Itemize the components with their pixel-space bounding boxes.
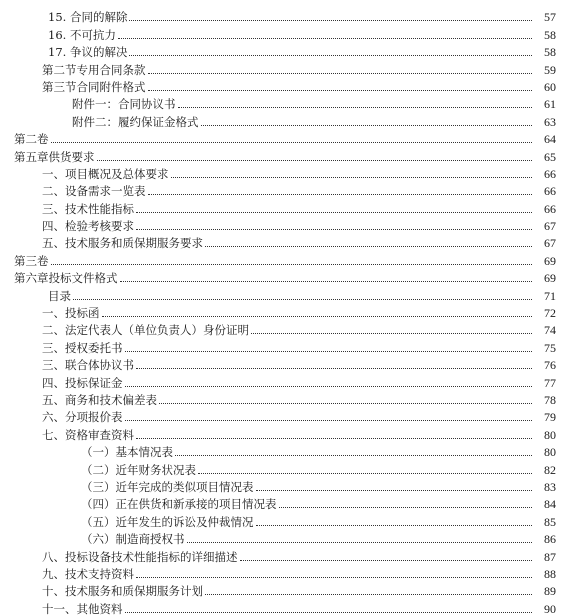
toc-entry[interactable]	[0, 598, 572, 615]
toc-entry[interactable]	[0, 129, 572, 146]
toc-entry[interactable]	[0, 7, 572, 24]
dot-leader	[129, 55, 532, 56]
toc-page-number: 66	[544, 201, 556, 216]
toc-entry[interactable]	[0, 216, 572, 233]
dot-leader	[240, 560, 533, 561]
toc-page-number: 71	[544, 288, 556, 303]
toc-entry[interactable]	[0, 111, 572, 128]
table-of-contents	[0, 7, 572, 616]
toc-entry-title: 17. 争议的解决	[48, 45, 128, 60]
dot-leader	[187, 542, 533, 543]
toc-page-number: 80	[544, 445, 556, 460]
dot-leader	[125, 351, 533, 352]
toc-entry-title: 十、技术服务和质保期服务计划	[42, 584, 203, 599]
toc-page-number: 58	[544, 27, 556, 42]
dot-leader	[136, 229, 532, 230]
toc-page-number: 77	[544, 375, 556, 390]
toc-entry[interactable]	[0, 494, 572, 511]
dot-leader	[102, 316, 533, 317]
toc-entry-title: 八、投标设备技术性能指标的详细描述	[42, 549, 238, 564]
toc-entry[interactable]	[0, 320, 572, 337]
dot-leader	[279, 507, 533, 508]
dot-leader	[201, 125, 533, 126]
toc-page-number: 66	[544, 166, 556, 181]
toc-entry-title: 第二节专用合同条款	[42, 62, 146, 77]
toc-entry[interactable]	[0, 285, 572, 302]
toc-entry[interactable]	[0, 77, 572, 94]
dot-leader	[136, 577, 532, 578]
toc-page-number: 64	[544, 132, 556, 147]
toc-entry-title: 第二卷	[14, 132, 49, 147]
toc-page-number: 82	[544, 462, 556, 477]
toc-entry-title: 附件一：合同协议书	[72, 97, 176, 112]
toc-entry-title: 一、项目概况及总体要求	[42, 166, 169, 181]
toc-page-number: 66	[544, 184, 556, 199]
toc-entry-title: 目录	[48, 288, 71, 303]
dot-leader	[256, 490, 533, 491]
toc-entry-title: 一、投标函	[42, 306, 100, 321]
toc-entry-title: 五、技术服务和质保期服务要求	[42, 236, 203, 251]
toc-entry[interactable]	[0, 424, 572, 441]
dot-leader	[205, 594, 532, 595]
toc-page-number: 69	[544, 271, 556, 286]
toc-page-number: 74	[544, 323, 556, 338]
toc-entry-title: 三、技术性能指标	[42, 201, 134, 216]
toc-entry-title: （二）近年财务状况表	[81, 462, 196, 477]
dot-leader	[136, 368, 532, 369]
toc-page-number: 60	[544, 79, 556, 94]
toc-entry[interactable]	[0, 94, 572, 111]
dot-leader	[51, 142, 533, 143]
dot-leader	[198, 473, 532, 474]
toc-entry-title: （五）近年发生的诉讼及仲裁情况	[81, 514, 254, 529]
dot-leader	[129, 20, 532, 21]
toc-page-number: 67	[544, 219, 556, 234]
dot-leader	[120, 281, 533, 282]
toc-entry-title: 16. 不可抗力	[48, 27, 116, 42]
toc-page-number: 65	[544, 149, 556, 164]
toc-entry-title: 四、检验考核要求	[42, 219, 134, 234]
toc-entry[interactable]	[0, 459, 572, 476]
toc-entry[interactable]	[0, 477, 572, 494]
toc-entry-title: （一）基本情况表	[81, 445, 173, 460]
toc-entry[interactable]	[0, 59, 572, 76]
toc-page-number: 85	[544, 514, 556, 529]
dot-leader	[148, 194, 533, 195]
toc-page-number: 84	[544, 497, 556, 512]
dot-leader	[51, 264, 533, 265]
toc-entry[interactable]	[0, 564, 572, 581]
toc-entry[interactable]	[0, 442, 572, 459]
toc-entry-title: 七、资格审查资料	[42, 427, 134, 442]
toc-entry-title: （四）正在供货和新承接的项目情况表	[81, 497, 277, 512]
dot-leader	[97, 160, 533, 161]
toc-entry-title: 第六章投标文件格式	[14, 271, 118, 286]
toc-page-number: 59	[544, 62, 556, 77]
dot-leader	[136, 212, 532, 213]
toc-entry-title: 二、法定代表人（单位负责人）身份证明	[42, 323, 249, 338]
toc-page-number: 80	[544, 427, 556, 442]
toc-entry-title: 十一、其他资料	[42, 601, 123, 616]
toc-page-number: 72	[544, 306, 556, 321]
toc-entry[interactable]	[0, 42, 572, 59]
toc-entry[interactable]	[0, 390, 572, 407]
toc-page-number: 90	[544, 601, 556, 616]
toc-entry-title: 第三卷	[14, 253, 49, 268]
toc-entry-title: 六、分项报价表	[42, 410, 123, 425]
toc-page-number: 63	[544, 114, 556, 129]
toc-entry[interactable]	[0, 407, 572, 424]
toc-page-number: 87	[544, 549, 556, 564]
dot-leader	[175, 455, 532, 456]
toc-entry[interactable]	[0, 337, 572, 354]
toc-entry[interactable]	[0, 24, 572, 41]
toc-entry-title: 九、技术支持资料	[42, 566, 134, 581]
toc-entry-title: 第三节合同附件格式	[42, 79, 146, 94]
toc-entry[interactable]	[0, 233, 572, 250]
toc-entry-title: （六）制造商授权书	[81, 532, 185, 547]
toc-entry[interactable]	[0, 303, 572, 320]
dot-leader	[125, 420, 533, 421]
toc-page-number: 69	[544, 253, 556, 268]
toc-entry[interactable]	[0, 355, 572, 372]
toc-page-number: 79	[544, 410, 556, 425]
toc-page-number: 67	[544, 236, 556, 251]
dot-leader	[178, 107, 533, 108]
dot-leader	[205, 246, 532, 247]
toc-entry[interactable]	[0, 181, 572, 198]
dot-leader	[256, 525, 533, 526]
toc-entry-title: （三）近年完成的类似项目情况表	[81, 479, 254, 494]
toc-entry-title: 三、授权委托书	[42, 340, 123, 355]
dot-leader	[171, 177, 533, 178]
dot-leader	[159, 403, 532, 404]
toc-page-number: 75	[544, 340, 556, 355]
dot-leader	[73, 299, 532, 300]
toc-entry[interactable]	[0, 268, 572, 285]
toc-entry[interactable]	[0, 372, 572, 389]
toc-entry[interactable]	[0, 546, 572, 563]
toc-page-number: 57	[544, 10, 556, 25]
dot-leader	[148, 90, 533, 91]
toc-entry[interactable]	[0, 164, 572, 181]
dot-leader	[136, 438, 532, 439]
toc-entry-title: 四、投标保证金	[42, 375, 123, 390]
toc-entry[interactable]	[0, 146, 572, 163]
toc-page-number: 76	[544, 358, 556, 373]
toc-entry-title: 第五章供货要求	[14, 149, 95, 164]
toc-page-number: 88	[544, 566, 556, 581]
toc-page-number: 83	[544, 479, 556, 494]
toc-entry[interactable]	[0, 250, 572, 267]
toc-entry-title: 三、联合体协议书	[42, 358, 134, 373]
toc-entry[interactable]	[0, 198, 572, 215]
toc-page-number: 58	[544, 45, 556, 60]
toc-page-number: 61	[544, 97, 556, 112]
toc-page-number: 78	[544, 392, 556, 407]
dot-leader	[148, 73, 533, 74]
toc-page-number: 89	[544, 584, 556, 599]
toc-entry[interactable]	[0, 511, 572, 528]
toc-entry[interactable]	[0, 529, 572, 546]
dot-leader	[251, 333, 532, 334]
toc-entry-title: 二、设备需求一览表	[42, 184, 146, 199]
toc-entry[interactable]	[0, 581, 572, 598]
dot-leader	[125, 386, 533, 387]
toc-entry-title: 附件二：履约保证金格式	[72, 114, 199, 129]
toc-page-number: 86	[544, 532, 556, 547]
toc-entry-title: 五、商务和技术偏差表	[42, 392, 157, 407]
toc-entry-title: 15. 合同的解除	[48, 10, 128, 25]
dot-leader	[118, 38, 532, 39]
